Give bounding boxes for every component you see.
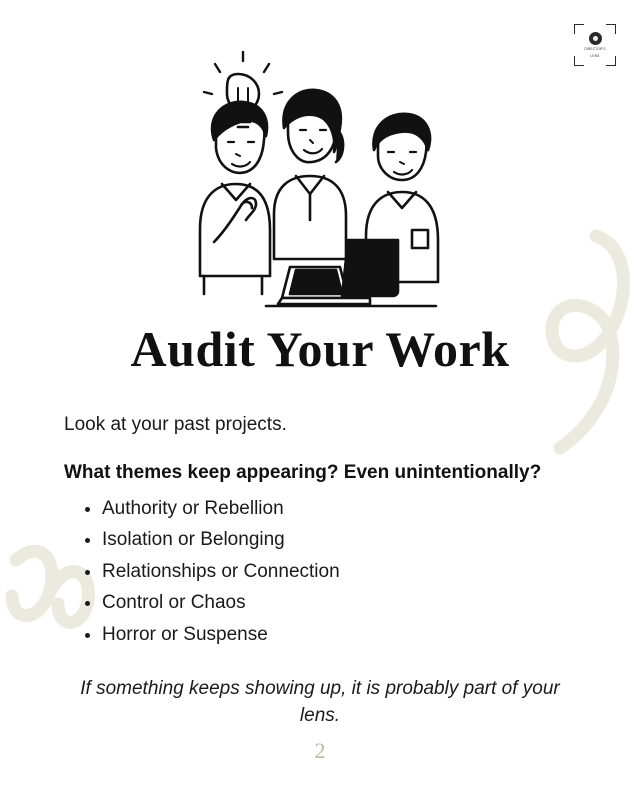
closing-note: If something keeps showing up, it is probably part of your lens. [80,678,560,726]
page-number: 2 [314,738,326,763]
list-item: • Relationships or Connection [102,556,576,588]
list-item: • Horror or Suspense [102,619,576,651]
camera-lens-icon [589,32,602,45]
badge-inner [579,28,611,62]
hero-illustration-wrap [0,0,640,314]
intro-text: Look at your past projects. [64,413,287,435]
question-text: What themes keep appearing? Even unintentionally? [64,462,542,484]
themes-list [64,493,576,651]
page-title: Audit Your Work [130,321,510,377]
person-middle [274,90,346,259]
directors-lens-logo [574,24,616,66]
list-item: • Isolation or Belonging [102,524,576,556]
person-left [200,102,270,294]
logo-wordmark-line2: LENS [590,53,600,58]
hero-illustration [170,44,470,314]
body-content [0,412,640,729]
logo-wordmark-line1: DIRECTOR'S [584,47,606,52]
list-item: • Control or Chaos [102,587,576,619]
tablet-device [278,240,398,304]
list-item: • Authority or Rebellion [102,493,576,525]
